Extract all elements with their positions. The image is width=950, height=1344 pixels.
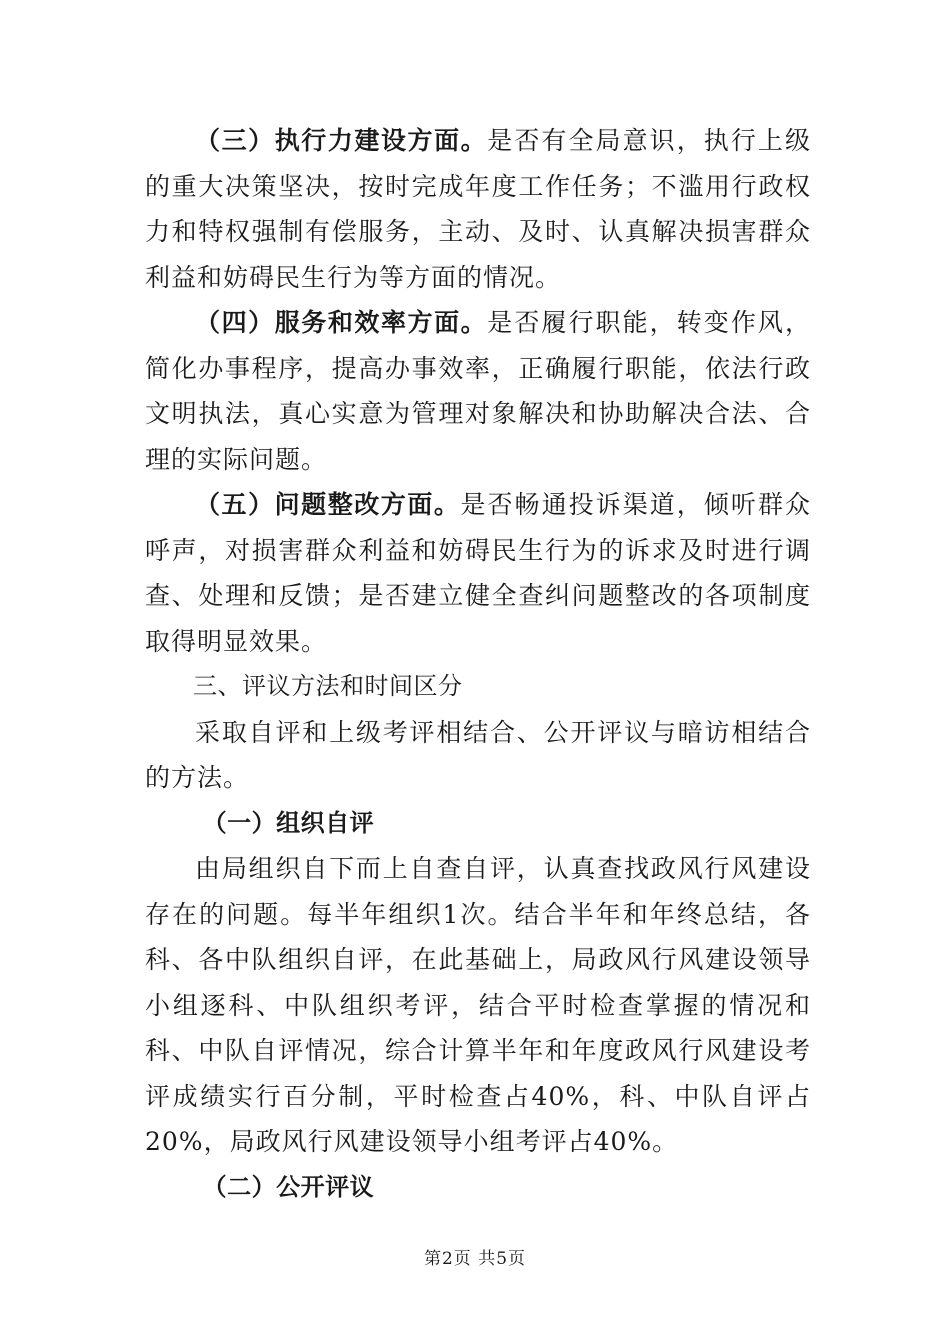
paragraph-lead: （四）服务和效率方面。 (195, 308, 488, 337)
paragraph-lead: （三）执行力建设方面。 (195, 126, 488, 155)
document-body (145, 118, 811, 1210)
subsection-heading-self-review: （一）组织自评 (202, 808, 375, 837)
paragraph-text: 是否有全局意识，执行上级的重大决策坚决，按时完成年度工作任务；不滥用行政权力和特权强制有偿服务，主动、及时、认真解决损害群众利益和妨碍民生行为等方面的情况。 (145, 126, 811, 292)
paragraph-service (145, 300, 811, 482)
paragraph-lead: （五）问题整改方面。 (195, 490, 461, 519)
self-review-paragraph: 由局组织自下而上自查自评，认真查找政风行风建设存在的问题。每半年组织1次。结合半年和年终总结，各科、各中队组织自评，在此基础上，局政风行风建设领导小组逐科、中队组织考评，结合平时检查掌握的情况和科、中队自评情况，综合计算半年和年度政风行风建设考评成绩实行百分制，平时检查占40%，科、中队自评占20%，局政风行风建设领导小组考评占40%。 (145, 854, 811, 1156)
paragraph-execution (145, 118, 811, 300)
paragraph-rectification (145, 482, 811, 664)
paragraph-text: 是否履行职能，转变作风，简化办事程序，提高办事效率，正确履行职能，依法行政文明执法，真心实意为管理对象解决和协助解决合法、合理的实际问题。 (145, 308, 811, 474)
page-number: 第2页 共5页 (423, 1249, 527, 1269)
section-heading: 三、评议方法和时间区分 (193, 672, 463, 700)
paragraph-text: 是否畅通投诉渠道，倾听群众呼声，对损害群众利益和妨碍民生行为的诉求及时进行调查、处理和反馈；是否建立健全查纠问题整改的各项制度取得明显效果。 (145, 490, 811, 656)
subsection-heading-public-review: （二）公开评议 (202, 1172, 375, 1201)
section-paragraph: 采取自评和上级考评相结合、公开评议与暗访相结合的方法。 (145, 717, 811, 792)
